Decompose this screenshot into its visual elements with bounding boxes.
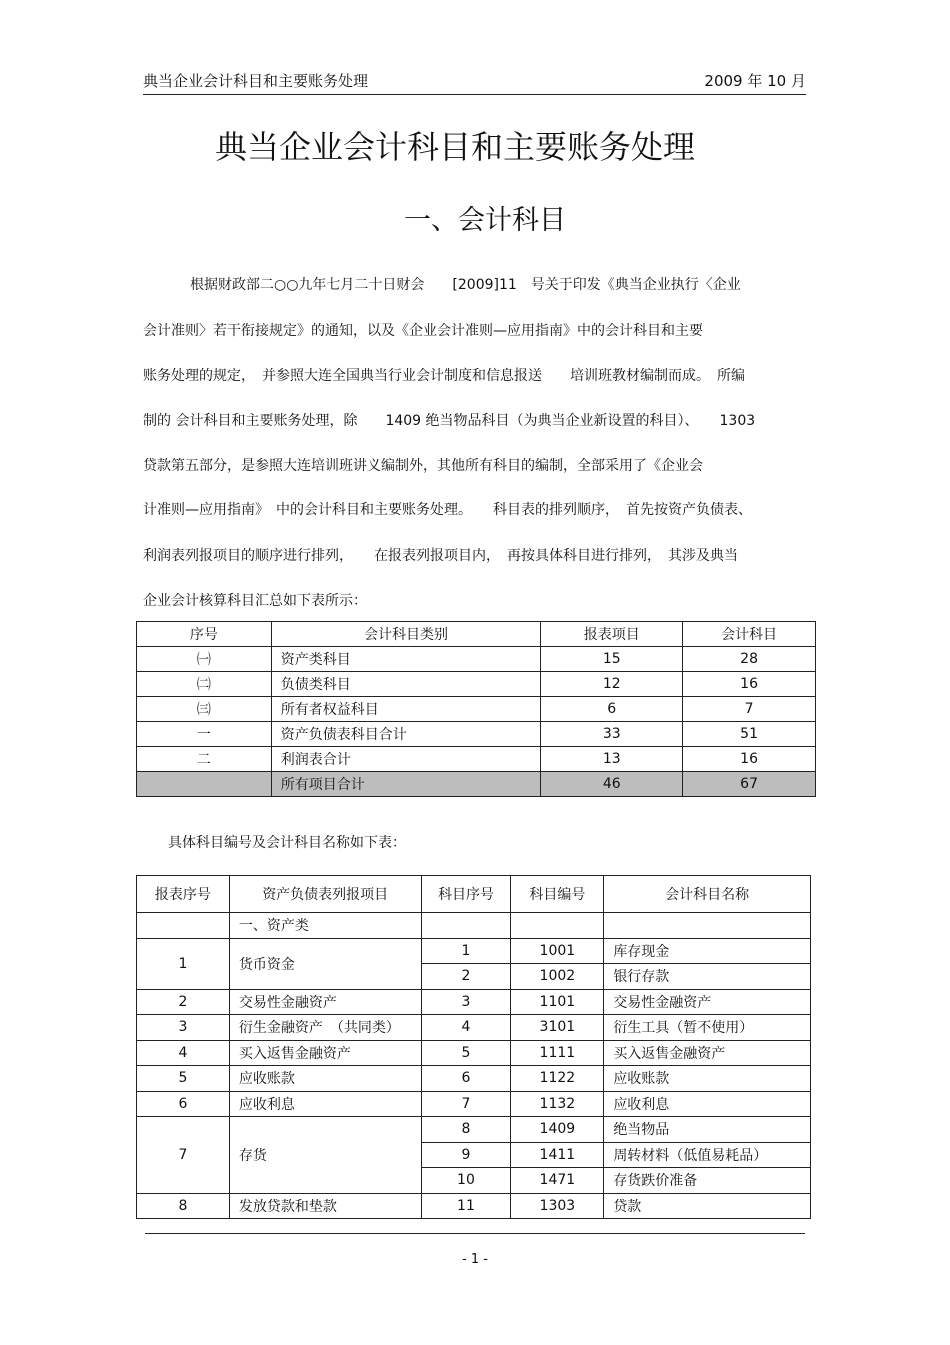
table-cell <box>137 772 272 797</box>
table-cell: 9 <box>421 1142 511 1168</box>
table-header-row <box>137 876 811 913</box>
intro-line: 账务处理的规定， 并参照大连全国典当行业会计制度和信息报送 培训班教材编制而成。 所编 <box>143 368 745 384</box>
table-cell: 绝当物品 <box>604 1117 811 1143</box>
table-cell: 买入返售金融资产 <box>604 1040 811 1066</box>
table-cell: 1 <box>137 938 230 989</box>
table-cell: 28 <box>683 647 816 672</box>
table-cell: 应收账款 <box>229 1066 421 1092</box>
table-cell: 12 <box>541 672 683 697</box>
table-row <box>137 647 816 672</box>
table-cell: 银行存款 <box>604 964 811 990</box>
table-cell: 1411 <box>511 1142 604 1168</box>
table-cell <box>421 913 511 939</box>
table-cell: 1002 <box>511 964 604 990</box>
table-cell: 交易性金融资产 <box>604 989 811 1015</box>
page-number: - 1 - <box>462 1252 488 1267</box>
table-cell: 13 <box>541 747 683 772</box>
table-cell: 8 <box>421 1117 511 1143</box>
table-cell: 2 <box>421 964 511 990</box>
table-cell: 7 <box>683 697 816 722</box>
table-cell: 1111 <box>511 1040 604 1066</box>
table-row <box>137 1040 811 1066</box>
header-doc-title: 典当企业会计科目和主要账务处理 <box>143 72 369 90</box>
table-header: 报表序号 <box>137 876 230 913</box>
table-cell: 1471 <box>511 1168 604 1194</box>
table-row <box>137 672 816 697</box>
table-cell <box>604 913 811 939</box>
table-cell: 67 <box>683 772 816 797</box>
table-cell: 1303 <box>511 1193 604 1219</box>
table-cell: 所有项目合计 <box>271 772 541 797</box>
table-cell: 4 <box>421 1015 511 1041</box>
table-cell: 5 <box>421 1040 511 1066</box>
table-cell: 51 <box>683 722 816 747</box>
table-cell: 3 <box>137 1015 230 1041</box>
table-cell: 利润表合计 <box>271 747 541 772</box>
table-header: 序号 <box>137 622 272 647</box>
table-cell: 7 <box>137 1117 230 1194</box>
table-cell: 周转材料（低值易耗品） <box>604 1142 811 1168</box>
table-cell: 16 <box>683 672 816 697</box>
table-cell: 2 <box>137 989 230 1015</box>
intro-line: 企业会计核算科目汇总如下表所示： <box>143 593 367 609</box>
table-cell: 货币资金 <box>229 938 421 989</box>
table-cell: ㈡ <box>137 672 272 697</box>
table-header: 会计科目 <box>683 622 816 647</box>
table-cell: 资产类科目 <box>271 647 541 672</box>
table-row <box>137 722 816 747</box>
table-cell: 3 <box>421 989 511 1015</box>
table-header: 资产负债表列报项目 <box>229 876 421 913</box>
table-row <box>137 1066 811 1092</box>
table-cell: 负债类科目 <box>271 672 541 697</box>
table-cell: 7 <box>421 1091 511 1117</box>
table-cell: 3101 <box>511 1015 604 1041</box>
table-cell: 33 <box>541 722 683 747</box>
table-cell: 10 <box>421 1168 511 1194</box>
intro-line: 会计准则〉若干衔接规定》的通知，以及《企业会计准则—应用指南》中的会计科目和主要 <box>143 323 703 339</box>
table-cell: 46 <box>541 772 683 797</box>
footer-divider <box>145 1233 805 1234</box>
table-header: 会计科目类别 <box>271 622 541 647</box>
table-cell: 交易性金融资产 <box>229 989 421 1015</box>
table-cell: ㈢ <box>137 697 272 722</box>
detail-table <box>136 875 811 1219</box>
detail-table-intro: 具体科目编号及会计科目名称如下表： <box>168 835 406 851</box>
table-cell: 11 <box>421 1193 511 1219</box>
table-cell: 6 <box>421 1066 511 1092</box>
table-cell: 所有者权益科目 <box>271 697 541 722</box>
header-date: 2009 年 10 月 <box>704 72 806 90</box>
table-cell: 15 <box>541 647 683 672</box>
table-cell: 存货跌价准备 <box>604 1168 811 1194</box>
table-cell: 1132 <box>511 1091 604 1117</box>
intro-line: 贷款第五部分，是参照大连培训班讲义编制外，其他所有科目的编制，全部采用了《企业会 <box>143 458 703 474</box>
table-cell: 库存现金 <box>604 938 811 964</box>
table-cell <box>511 913 604 939</box>
table-cell: 应收账款 <box>604 1066 811 1092</box>
table-cell: 资产负债表科目合计 <box>271 722 541 747</box>
table-total-row <box>137 772 816 797</box>
table-cell: ㈠ <box>137 647 272 672</box>
summary-table <box>136 621 816 797</box>
table-cell: 发放贷款和垫款 <box>229 1193 421 1219</box>
table-header: 会计科目名称 <box>604 876 811 913</box>
intro-line: 计准则—应用指南》 中的会计科目和主要账务处理。 科目表的排列顺序， 首先按资产负债表、 <box>143 502 752 518</box>
table-cell: 1001 <box>511 938 604 964</box>
table-cell: 应收利息 <box>604 1091 811 1117</box>
table-row <box>137 938 811 964</box>
table-cell: 1122 <box>511 1066 604 1092</box>
page-header <box>143 68 806 95</box>
table-cell: 二 <box>137 747 272 772</box>
table-row <box>137 1091 811 1117</box>
section-label: 一、资产类 <box>229 913 421 939</box>
table-section-row <box>137 913 811 939</box>
table-cell: 衍生工具（暂不使用） <box>604 1015 811 1041</box>
table-cell: 6 <box>541 697 683 722</box>
table-cell: 4 <box>137 1040 230 1066</box>
table-cell: 6 <box>137 1091 230 1117</box>
table-row <box>137 697 816 722</box>
table-cell: 一 <box>137 722 272 747</box>
table-row <box>137 1117 811 1143</box>
intro-line: 利润表列报项目的顺序进行排列， 在报表列报项目内， 再按具体科目进行排列， 其涉及典当 <box>143 548 738 564</box>
table-cell: 买入返售金融资产 <box>229 1040 421 1066</box>
table-header: 报表项目 <box>541 622 683 647</box>
table-cell: 1101 <box>511 989 604 1015</box>
intro-line: 制的 会计科目和主要账务处理，除 1409 绝当物品科目（为典当企业新设置的科目）、 1303 <box>143 413 756 429</box>
table-cell: 存货 <box>229 1117 421 1194</box>
table-cell: 衍生金融资产 （共同类） <box>229 1015 421 1041</box>
table-cell: 应收利息 <box>229 1091 421 1117</box>
table-row <box>137 747 816 772</box>
table-cell: 1 <box>421 938 511 964</box>
table-cell: 16 <box>683 747 816 772</box>
document-title: 典当企业会计科目和主要账务处理 <box>214 128 695 166</box>
table-row <box>137 1193 811 1219</box>
table-header-row <box>137 622 816 647</box>
table-row <box>137 1015 811 1041</box>
table-cell <box>137 913 230 939</box>
intro-line: 根据财政部二○○九年七月二十日财会 [2009]11 号关于印发《典当企业执行〈企业 <box>190 277 741 293</box>
table-row <box>137 989 811 1015</box>
table-header: 科目序号 <box>421 876 511 913</box>
table-header: 科目编号 <box>511 876 604 913</box>
table-cell: 1409 <box>511 1117 604 1143</box>
section-title: 一、会计科目 <box>404 205 566 236</box>
table-cell: 5 <box>137 1066 230 1092</box>
table-cell: 贷款 <box>604 1193 811 1219</box>
table-cell: 8 <box>137 1193 230 1219</box>
